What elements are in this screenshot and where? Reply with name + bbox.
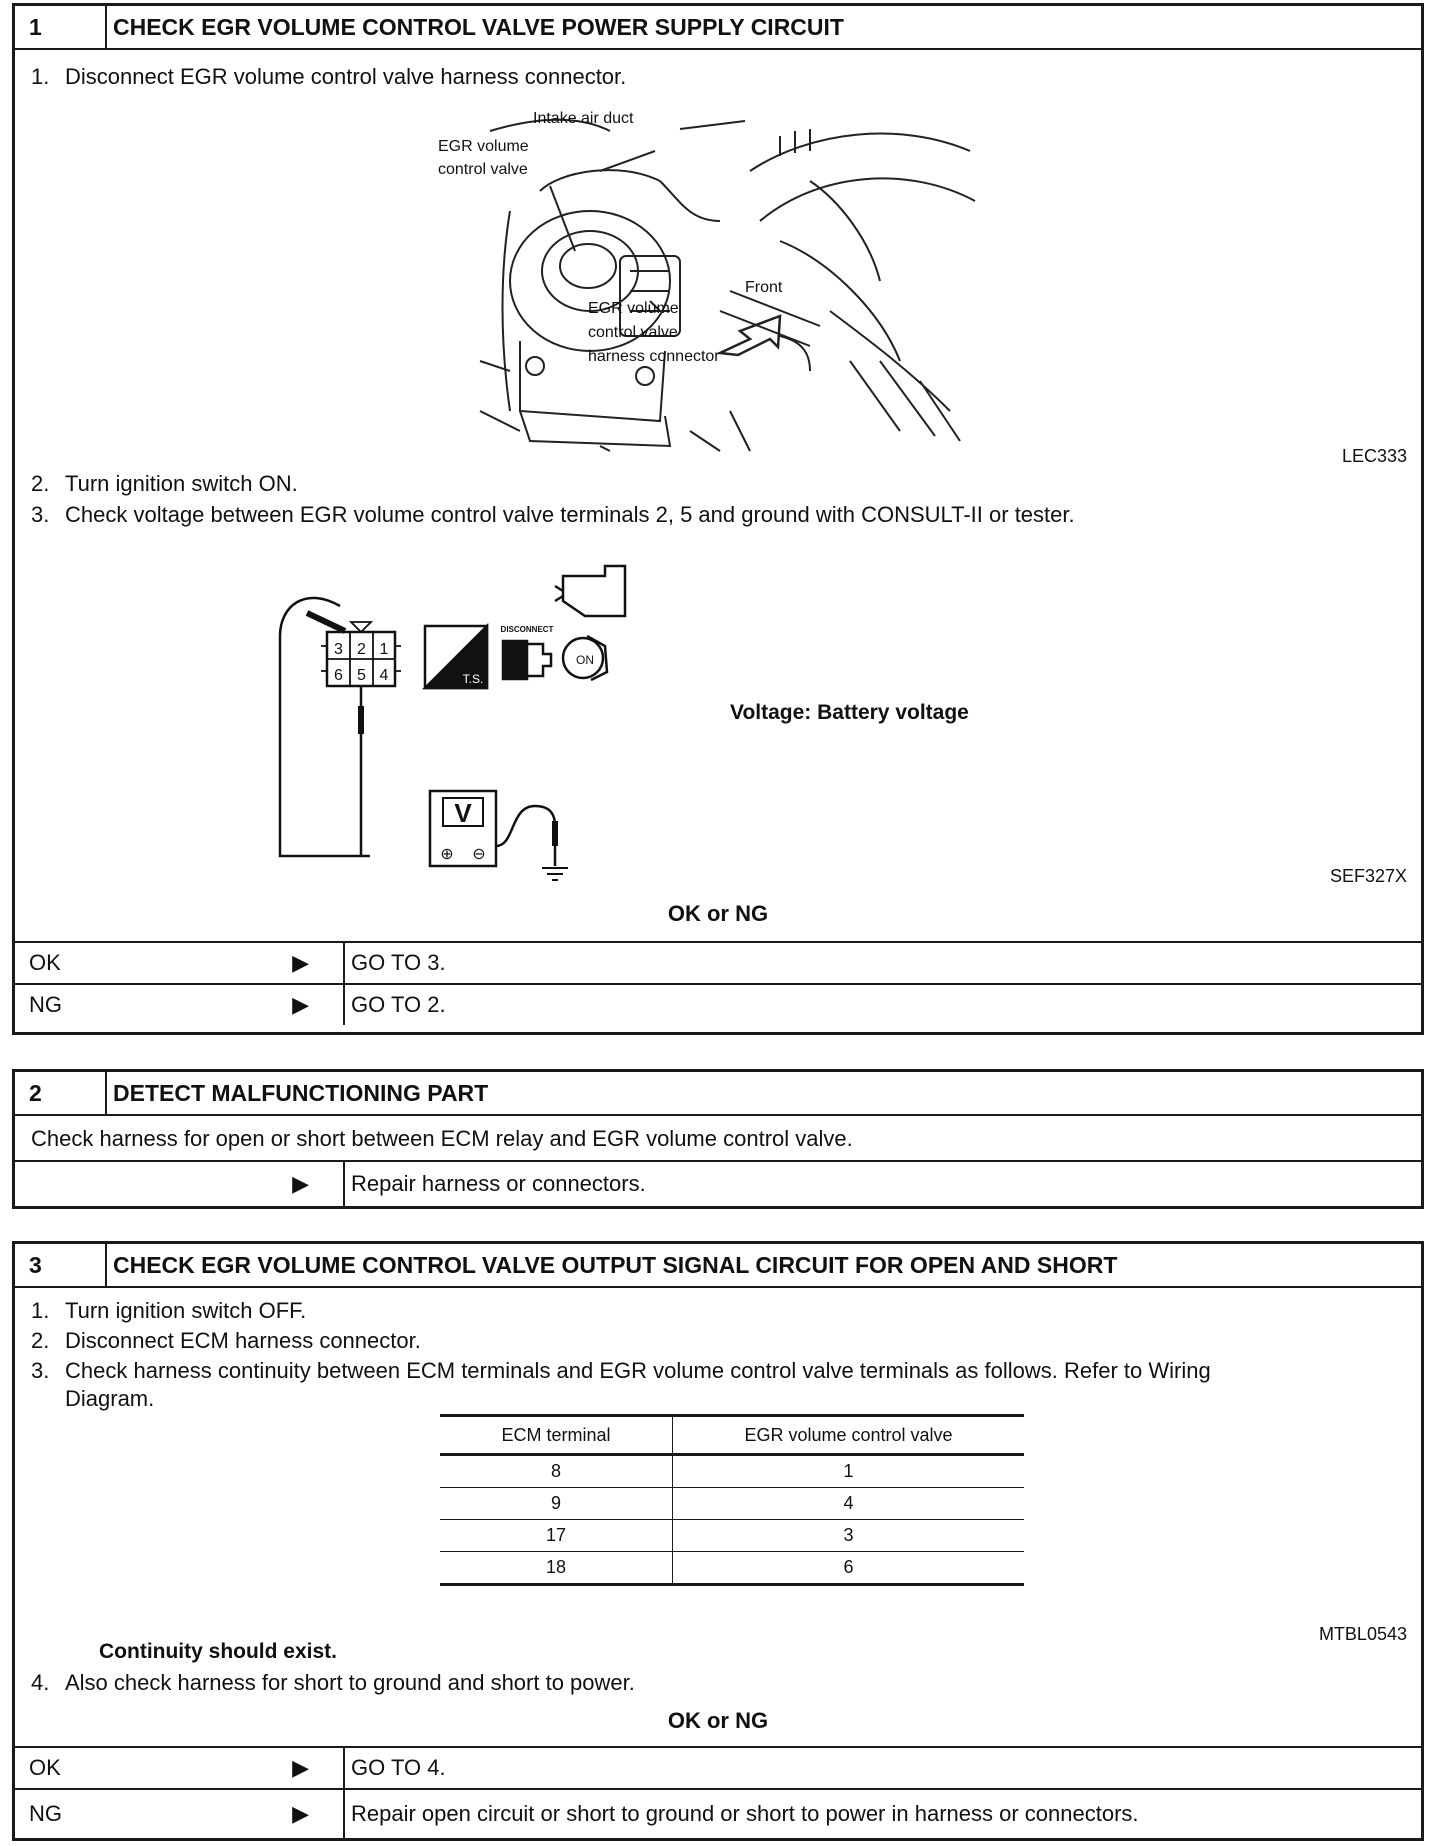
instruction-3: 3. Check voltage between EGR volume control valve terminals 2, 5 and ground with CONSULT-II or tester.	[31, 502, 1075, 527]
meter-label: V	[454, 798, 472, 828]
instruction-1: 1. Turn ignition switch OFF.	[31, 1298, 307, 1323]
procedure-step-2	[12, 1069, 1424, 1209]
instruction-2: 2. Disconnect ECM harness connector.	[31, 1328, 421, 1353]
pin-4: 4	[379, 667, 389, 684]
continuity-table	[440, 1414, 1024, 1586]
label-connector-line1: EGR volume	[588, 300, 679, 317]
figure-code-lec333: LEC333	[1341, 446, 1407, 466]
table-cell: 9	[440, 1488, 673, 1520]
egr-valve-location-illustration	[438, 110, 980, 451]
procedure-step-3	[12, 1241, 1424, 1841]
procedure-step-1	[12, 3, 1424, 1035]
ok-or-ng-label: OK or NG	[667, 1708, 769, 1733]
column-header: ECM terminal	[440, 1416, 673, 1455]
label-connector-line2: control valve	[588, 324, 678, 341]
result-condition: OK	[29, 1755, 61, 1780]
continuity-spec: Continuity should exist.	[99, 1640, 338, 1663]
step-title: DETECT MALFUNCTIONING PART	[113, 1079, 489, 1106]
meter-minus: ⊖	[472, 846, 486, 863]
disconnect-icon	[503, 641, 527, 679]
arrow-right-icon: ▶	[292, 992, 309, 1017]
result-action: GO TO 4.	[351, 1755, 446, 1780]
arrow-right-icon: ▶	[292, 1755, 309, 1780]
ok-or-ng-label: OK or NG	[667, 901, 769, 926]
table-header-row	[440, 1416, 1024, 1455]
step-2-header	[15, 1072, 1421, 1116]
result-action: Repair harness or connectors.	[351, 1171, 646, 1196]
step-number: 2	[15, 1072, 107, 1114]
table-row	[440, 1520, 1024, 1552]
result-row-ok	[15, 941, 1421, 983]
pin-2: 2	[357, 641, 366, 658]
step-3-header	[15, 1244, 1421, 1288]
figure-code-sef327x: SEF327X	[1329, 866, 1407, 886]
pin-1: 1	[379, 641, 389, 658]
pin-5: 5	[357, 667, 366, 684]
step-title: CHECK EGR VOLUME CONTROL VALVE POWER SUPPLY CIRCUIT	[113, 13, 844, 40]
instruction-4: 4. Also check harness for short to ground and short to power.	[31, 1670, 635, 1695]
table-cell: 6	[673, 1552, 1025, 1585]
step-number: 1	[15, 6, 107, 48]
engine-icon	[563, 566, 625, 616]
column-header: EGR volume control valve	[673, 1416, 1025, 1455]
label-front: Front	[745, 279, 783, 296]
arrow-right-icon: ▶	[292, 1171, 309, 1196]
ts-label: T.S.	[462, 672, 484, 686]
table-row	[440, 1455, 1024, 1488]
result-row-ok	[15, 1746, 1421, 1788]
instruction-3: 3. Check harness continuity between ECM terminals and EGR volume control valve terminals as follows. Refer to Wiring	[31, 1358, 1211, 1383]
voltage-spec: Voltage: Battery voltage	[730, 701, 969, 724]
table-cell: 8	[440, 1455, 673, 1488]
step-title: CHECK EGR VOLUME CONTROL VALVE OUTPUT SIGNAL CIRCUIT FOR OPEN AND SHORT	[113, 1251, 1118, 1278]
label-egr-valve-line2: control valve	[438, 161, 528, 178]
table-code-mtbl0543: MTBL0543	[1318, 1624, 1407, 1644]
result-row-ng	[15, 983, 1421, 1025]
instruction-1: 1. Disconnect EGR volume control valve harness connector.	[31, 64, 627, 89]
voltage-check-diagram	[265, 546, 685, 876]
label-egr-valve-line1: EGR volume	[438, 138, 529, 155]
pin-6: 6	[334, 667, 343, 684]
result-action: GO TO 2.	[351, 992, 446, 1017]
result-row-ng	[15, 1788, 1421, 1838]
result-action: GO TO 3.	[351, 950, 446, 975]
table-cell: 18	[440, 1552, 673, 1585]
label-connector-line3: harness connector	[588, 348, 720, 365]
arrow-right-icon: ▶	[292, 1801, 309, 1826]
result-row	[15, 1160, 1421, 1206]
result-condition: NG	[29, 992, 62, 1017]
instruction-3-continued: Diagram.	[65, 1386, 155, 1411]
table-cell: 17	[440, 1520, 673, 1552]
label-intake-air-duct: Intake air duct	[533, 110, 634, 127]
result-condition: OK	[29, 950, 61, 975]
table-row	[440, 1552, 1024, 1585]
table-cell: 3	[673, 1520, 1025, 1552]
arrow-right-icon: ▶	[292, 950, 309, 975]
table-row	[440, 1488, 1024, 1520]
on-label: ON	[576, 653, 594, 667]
instruction-text: Check harness for open or short between ECM relay and EGR volume control valve.	[31, 1126, 853, 1151]
pin-3: 3	[334, 641, 343, 658]
instruction-2: 2. Turn ignition switch ON.	[31, 471, 298, 496]
table-cell: 4	[673, 1488, 1025, 1520]
disconnect-label: DISCONNECT	[500, 625, 554, 634]
meter-plus: ⊕	[440, 846, 454, 863]
result-condition: NG	[29, 1801, 62, 1826]
step-1-header	[15, 6, 1421, 50]
step-number: 3	[15, 1244, 107, 1286]
result-action: Repair open circuit or short to ground or short to power in harness or connectors.	[351, 1801, 1139, 1826]
table-cell: 1	[673, 1455, 1025, 1488]
